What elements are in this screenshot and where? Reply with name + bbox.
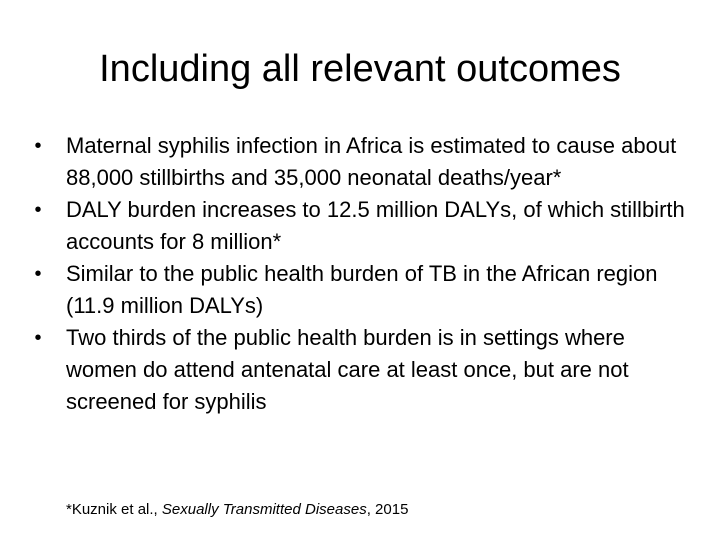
bullet-icon: •	[34, 327, 42, 349]
bullet-text: Two thirds of the public health burden is in settings where women do attend antenatal care at least once, but are not screened for syphilis	[66, 325, 629, 414]
bullet-icon: •	[34, 135, 42, 157]
bullet-text: Similar to the public health burden of TB in the African region (11.9 million DALYs)	[66, 261, 658, 318]
bullet-text: DALY burden increases to 12.5 million DALYs, of which stillbirth accounts for 8 million*	[66, 197, 685, 254]
bullet-icon: •	[34, 263, 42, 285]
bullet-item	[30, 258, 695, 322]
bullet-icon: •	[34, 199, 42, 221]
bullet-text: Maternal syphilis infection in Africa is estimated to cause about 88,000 stillbirths and 35,000 neonatal deaths/year*	[66, 133, 677, 190]
bullet-item	[30, 130, 695, 194]
footnote-citation	[66, 500, 408, 520]
bullet-list	[30, 130, 695, 418]
bullet-item	[30, 322, 695, 418]
footnote-journal: Sexually Transmitted Diseases	[161, 501, 367, 518]
bullet-item	[30, 194, 695, 258]
slide-title: Including all relevant outcomes	[99, 48, 621, 90]
footnote-prefix: *Kuznik et al.,	[66, 501, 162, 518]
footnote-suffix: , 2015	[366, 501, 409, 518]
